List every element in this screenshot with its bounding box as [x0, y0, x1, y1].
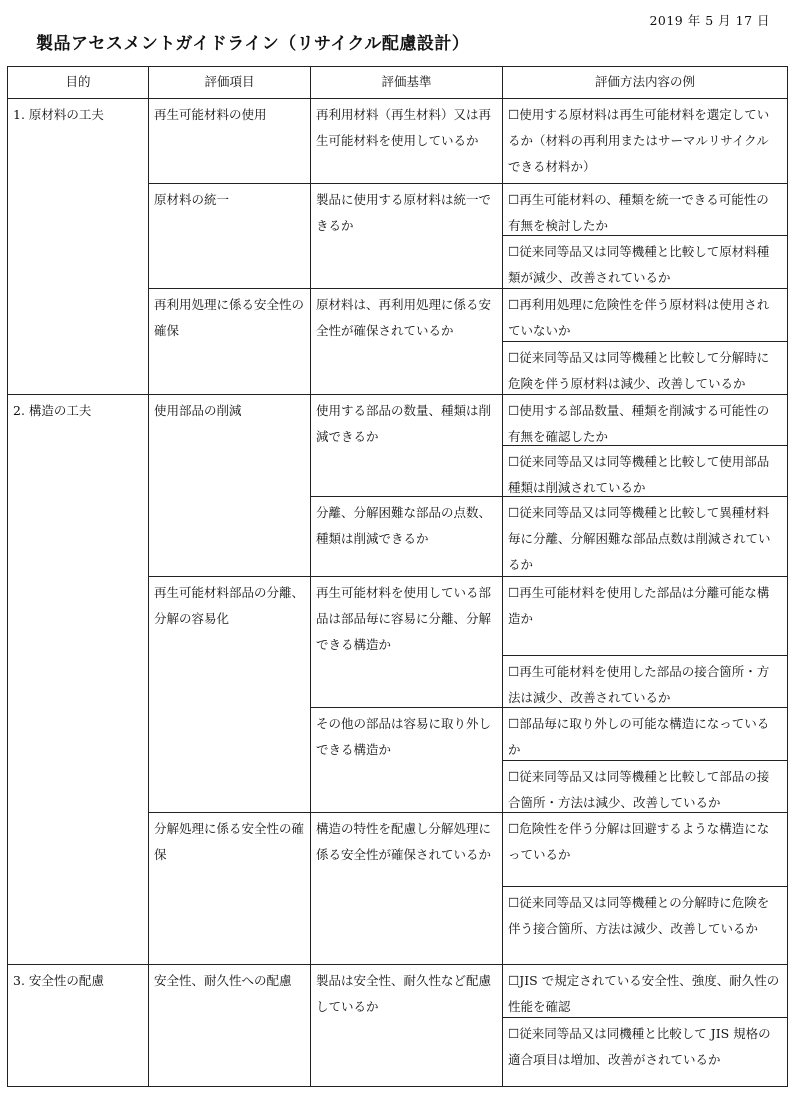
header-item: 評価項目 — [204, 74, 255, 89]
method-check-item: ☐従来同等品又は同等機種と比較して異種材料毎に分離、分解困難な部品点数は削減されているか — [508, 505, 771, 572]
header-criteria: 評価基準 — [381, 74, 432, 89]
method-check-item: ☐再生可能材料の、種類を統一できる可能性の有無を検討したか — [508, 192, 769, 233]
purpose-cell: 2. 構造の工夫 — [13, 403, 92, 418]
method-check-item: ☐使用する原材料は再生可能材料を選定しているか（材料の再利用またはサーマルリサイクルできる材料か） — [508, 107, 770, 174]
criteria-cell: 製品は安全性、耐久性など配慮しているか — [316, 973, 492, 1014]
criteria-cell: 再利用材料（再生材料）又は再生可能材料を使用しているか — [316, 107, 492, 148]
method-check-item: ☐従来同等品又は同等機種と比較して使用部品種類は削減されているか — [508, 454, 770, 495]
method-check-item: ☐従来同等品又は同等機種との分解時に危険を伴う接合箇所、方法は減少、改善しているか — [508, 895, 770, 936]
item-cell: 原材料の統一 — [154, 192, 230, 207]
document-date: 2019 年 5 月 17 日 — [649, 13, 770, 28]
header-purpose: 目的 — [65, 74, 91, 89]
criteria-cell: 構造の特性を配慮し分解処理に係る安全性が確保されているか — [316, 821, 492, 862]
assessment-table — [7, 66, 788, 1087]
method-check-item: ☐従来同等品又は同等機種と比較して原材料種類が減少、改善されているか — [508, 244, 770, 285]
criteria-cell: 使用する部品の数量、種類は削減できるか — [316, 403, 492, 444]
method-check-item: ☐再利用処理に危険性を伴う原材料は使用されていないか — [508, 297, 770, 338]
method-check-item: ☐JIS で規定されている安全性、強度、耐久性の性能を確認 — [508, 973, 780, 1014]
method-check-item: ☐再生可能材料を使用した部品は分離可能な構造か — [508, 585, 770, 626]
method-check-item: ☐再生可能材料を使用した部品の接合箇所・方法は減少、改善されているか — [508, 664, 770, 705]
item-cell: 安全性、耐久性への配慮 — [154, 973, 292, 988]
criteria-cell: 再生可能材料を使用している部品は部品毎に容易に分離、分解できる構造か — [316, 585, 492, 652]
header-method: 評価方法内容の例 — [594, 74, 695, 89]
item-cell: 使用部品の削減 — [154, 403, 242, 418]
purpose-cell: 1. 原材料の工夫 — [13, 107, 104, 122]
document-title: 製品アセスメントガイドライン（リサイクル配慮設計） — [36, 34, 470, 54]
item-cell: 再生可能材料の使用 — [154, 107, 267, 122]
criteria-cell: その他の部品は容易に取り外しできる構造か — [316, 716, 492, 757]
item-cell: 再利用処理に係る安全性の確保 — [154, 297, 305, 338]
criteria-cell: 分離、分解困難な部品の点数、種類は削減できるか — [316, 505, 492, 546]
method-check-item: ☐危険性を伴う分解は回避するような構造になっているか — [508, 821, 770, 862]
purpose-cell: 3. 安全性の配慮 — [13, 973, 104, 988]
method-check-item: ☐従来同等品又は同機種と比較して JIS 規格の適合項目は増加、改善がされているか — [508, 1026, 771, 1067]
method-check-item: ☐使用する部品数量、種類を削減する可能性の有無を確認したか — [508, 403, 770, 444]
criteria-cell: 製品に使用する原材料は統一できるか — [316, 192, 492, 233]
criteria-cell: 原材料は、再利用処理に係る安全性が確保されているか — [316, 297, 492, 338]
method-check-item: ☐従来同等品又は同等機種と比較して部品の接合箇所・方法は減少、改善しているか — [508, 769, 770, 810]
method-check-item: ☐従来同等品又は同等機種と比較して分解時に危険を伴う原材料は減少、改善しているか — [508, 350, 770, 391]
item-cell: 分解処理に係る安全性の確保 — [154, 821, 305, 862]
method-check-item: ☐部品毎に取り外しの可能な構造になっているか — [508, 716, 770, 757]
item-cell: 再生可能材料部品の分離、分解の容易化 — [154, 585, 305, 626]
